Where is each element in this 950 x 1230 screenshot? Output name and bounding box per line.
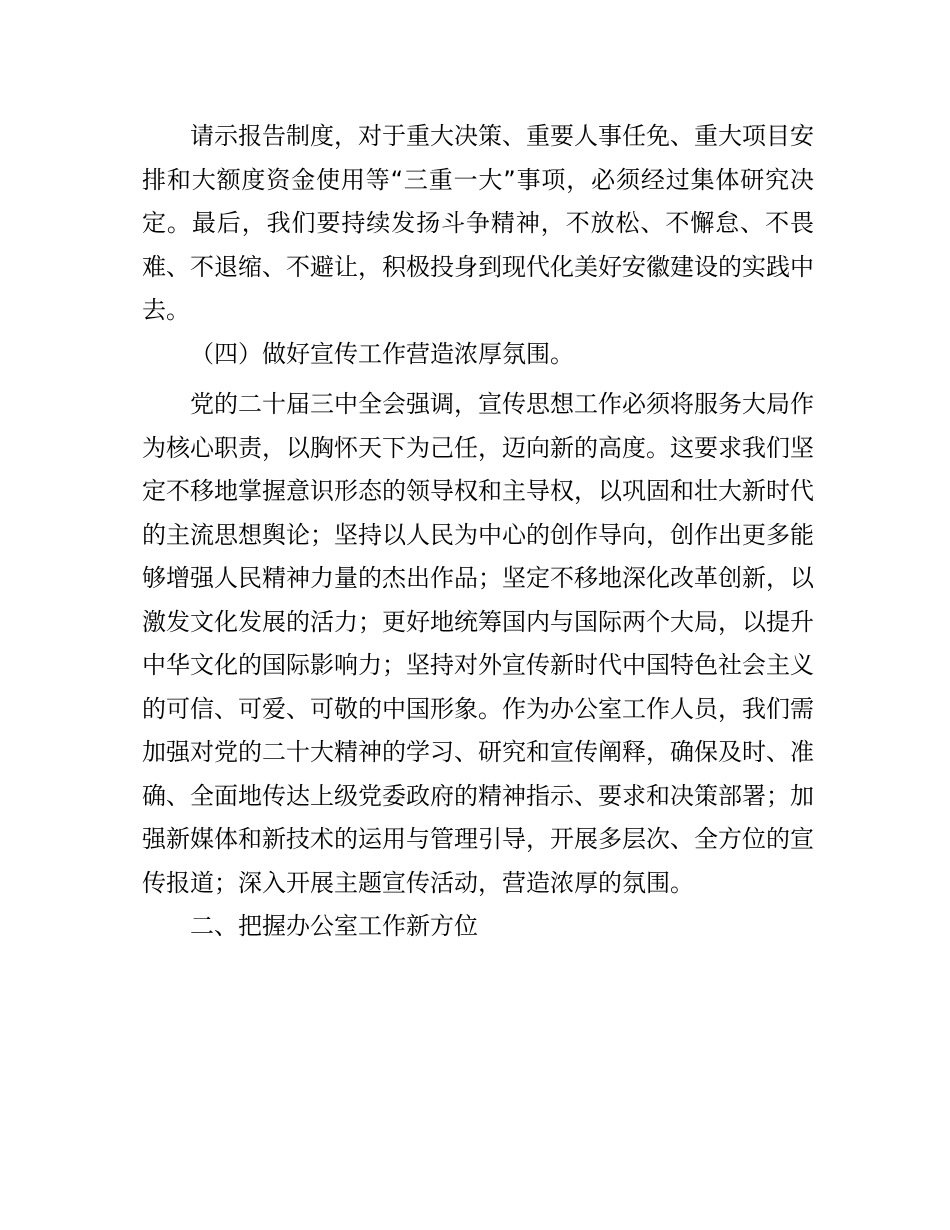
section-heading-4: （四）做好宣传工作营造浓厚氛围。: [190, 339, 574, 368]
chapter-heading-2: 二、把握办公室工作新方位: [190, 912, 478, 940]
body-paragraph-1: 请示报告制度，对于重大决策、重要人事任免、重大项目安排和大额度资金使用等“三重一大”事项，必须经过集体研究决定。最后，我们要持续发扬斗争精神，不放松、不懈怠、不畏难、不退缩、不避让，积极投身到现代化美好安徽建设的实践中去。: [142, 122, 814, 324]
body-paragraph-2: 党的二十届三中全会强调，宣传思想工作必须将服务大局作为核心职责，以胸怀天下为己任，迈向新的高度。这要求我们坚定不移地掌握意识形态的领导权和主导权，以巩固和壮大新时代的主流思想舆论；坚持以人民为中心的创作导向，创作出更多能够增强人民精神力量的杰出作品；坚定不移地深化改革创新，以激发文化发展的活力；更好地统筹国内与国际两个大局，以提升中华文化的国际影响力；坚持对外宣传新时代中国特色社会主义的可信、可爱、可敬的中国形象。作为办公室工作人员，我们需加强对党的二十大精神的学习、研究和宣传阐释，确保及时、准确、全面地传达上级党委政府的精神指示、要求和决策部署；加强新媒体和新技术的运用与管理引导，开展多层次、全方位的宣传报道；深入开展主题宣传活动，营造浓厚的氛围。: [142, 390, 814, 897]
document-page: [142, 115, 814, 949]
